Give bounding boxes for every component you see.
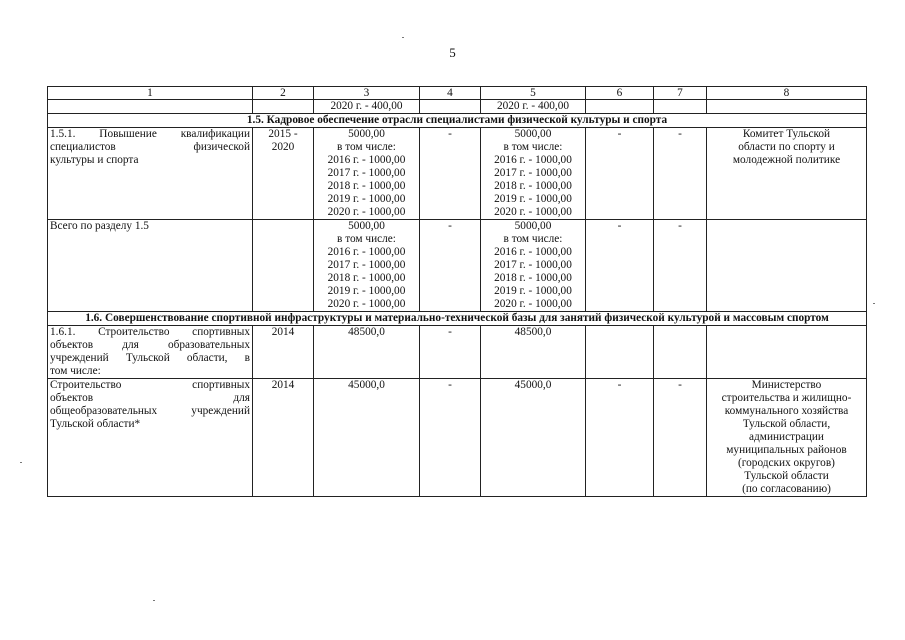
total-amount-1-5-1	[314, 128, 420, 220]
activity-name-line: общеобразовательных учреждений	[50, 405, 250, 417]
header-col-7: 7	[654, 87, 707, 100]
section-row-1-5	[48, 114, 867, 128]
executor-line: Комитет Тульской	[742, 128, 831, 140]
activity-name-1-5-1	[48, 128, 253, 220]
cell-empty	[586, 326, 654, 379]
amount-line: в том числе:	[337, 141, 396, 153]
executor-line: Тульской области,	[742, 418, 831, 430]
executor-sub	[707, 379, 867, 497]
header-col-6: 6	[586, 87, 654, 100]
period-line: 2015 -	[268, 128, 298, 140]
header-col-5: 5	[481, 87, 586, 100]
executor-line: области по спорту и	[738, 141, 835, 153]
budget-amount-1-5-1	[481, 128, 586, 220]
activity-name-line: том числе:	[50, 365, 101, 377]
executor-line: муниципальных районов	[726, 444, 847, 456]
table-row-1-6-1-sub	[48, 379, 867, 497]
cell-empty	[586, 100, 654, 114]
amount-line: в том числе:	[503, 141, 563, 153]
header-col-1: 1	[48, 87, 253, 100]
cell-empty	[654, 326, 707, 379]
amount-line: 2019 г. - 1000,00	[327, 285, 406, 297]
col4-1-5-1: -	[420, 128, 481, 220]
amount-line: 2018 г. - 1000,00	[327, 272, 406, 284]
cont-col5: 2020 г. - 400,00	[481, 100, 586, 114]
total-amount-1-6-1: 48500,0	[314, 326, 420, 379]
scan-speck	[873, 303, 875, 304]
activity-name-line: 1.5.1. Повышение квалификации	[50, 128, 250, 140]
activity-name-line: Строительство спортивных	[50, 379, 250, 391]
period-1-5-1	[253, 128, 314, 220]
amount-line: в том числе:	[503, 233, 563, 245]
col4-1-6-1: -	[420, 326, 481, 379]
executor-line: (по согласованию)	[742, 483, 831, 495]
table-row-1-5-1	[48, 128, 867, 220]
amount-line: 2018 г. - 1000,00	[494, 272, 572, 284]
total-amount-section-1-5	[314, 220, 420, 312]
table-row-total-1-5	[48, 220, 867, 312]
amount-line: 2016 г. - 1000,00	[494, 246, 572, 258]
program-activities-table	[47, 86, 867, 497]
total-label-1-5: Всего по разделу 1.5	[48, 220, 253, 312]
cell-empty	[253, 100, 314, 114]
section-title-1-6: 1.6. Совершенствование спортивной инфраструктуры и материально-технической базы для занятий физической культурой и массовым спортом	[48, 312, 867, 326]
budget-amount-section-1-5	[481, 220, 586, 312]
cell-empty	[420, 100, 481, 114]
executor-line: молодежной политике	[732, 154, 841, 166]
amount-line: 2018 г. - 1000,00	[494, 180, 572, 192]
amount-line: 2019 г. - 1000,00	[494, 193, 572, 205]
amount-line: 2016 г. - 1000,00	[327, 246, 406, 258]
header-col-2: 2	[253, 87, 314, 100]
cell-empty	[707, 220, 867, 312]
period-sub: 2014	[253, 379, 314, 497]
cell-empty	[48, 100, 253, 114]
executor-line: Министерство	[751, 379, 822, 391]
cont-col3: 2020 г. - 400,00	[314, 100, 420, 114]
executor-line: строительства и жилищно-	[721, 392, 852, 404]
executor-1-5-1	[707, 128, 867, 220]
cell-empty	[707, 100, 867, 114]
col7-total-1-5: -	[654, 220, 707, 312]
activity-name-line: объектов для	[50, 392, 250, 404]
amount-line: в том числе:	[337, 233, 396, 245]
budget-amount-sub: 45000,0	[481, 379, 586, 497]
section-title-1-5: 1.5. Кадровое обеспечение отрасли специалистами физической культуры и спорта	[48, 114, 867, 128]
amount-line: 5000,00	[348, 220, 385, 232]
amount-line: 2019 г. - 1000,00	[327, 193, 406, 205]
col4-total-1-5: -	[420, 220, 481, 312]
period-line: 2020	[271, 141, 295, 153]
executor-line: Тульской области	[744, 470, 829, 482]
amount-line: 2017 г. - 1000,00	[327, 167, 406, 179]
executor-line: коммунального хозяйства	[724, 405, 849, 417]
scan-speck	[20, 462, 22, 463]
col7-1-5-1: -	[654, 128, 707, 220]
amount-line: 2016 г. - 1000,00	[494, 154, 572, 166]
page-number: 5	[449, 45, 456, 60]
amount-line: 2016 г. - 1000,00	[327, 154, 406, 166]
amount-line: 2020 г. - 1000,00	[494, 298, 572, 310]
col4-sub: -	[420, 379, 481, 497]
header-col-8: 8	[707, 87, 867, 100]
table-row-continuation	[48, 100, 867, 114]
scan-speck	[153, 600, 155, 601]
total-amount-sub: 45000,0	[314, 379, 420, 497]
activity-name-1-6-1	[48, 326, 253, 379]
amount-line: 2017 г. - 1000,00	[494, 259, 572, 271]
col7-sub: -	[654, 379, 707, 497]
executor-line: (городских округов)	[738, 457, 835, 469]
activity-name-line: специалистов физической	[50, 141, 250, 153]
amount-line: 2020 г. - 1000,00	[327, 298, 406, 310]
cell-empty	[707, 326, 867, 379]
period-1-6-1: 2014	[253, 326, 314, 379]
scan-speck	[402, 37, 404, 38]
amount-line: 5000,00	[514, 220, 552, 232]
table-header-row	[48, 87, 867, 100]
amount-line: 2018 г. - 1000,00	[327, 180, 406, 192]
cell-empty	[253, 220, 314, 312]
amount-line: 2020 г. - 1000,00	[327, 206, 406, 218]
activity-name-line: учреждений Тульской области, в	[50, 352, 250, 364]
activity-name-line: культуры и спорта	[50, 154, 139, 166]
amount-line: 2017 г. - 1000,00	[494, 167, 572, 179]
col6-total-1-5: -	[586, 220, 654, 312]
executor-line: администрации	[749, 431, 824, 443]
amount-line: 2017 г. - 1000,00	[327, 259, 406, 271]
col6-sub: -	[586, 379, 654, 497]
amount-line: 2019 г. - 1000,00	[494, 285, 572, 297]
budget-amount-1-6-1: 48500,0	[481, 326, 586, 379]
amount-line: 5000,00	[514, 128, 552, 140]
cell-empty	[654, 100, 707, 114]
section-row-1-6	[48, 312, 867, 326]
col6-1-5-1: -	[586, 128, 654, 220]
table-row-1-6-1	[48, 326, 867, 379]
amount-line: 5000,00	[348, 128, 385, 140]
header-col-3: 3	[314, 87, 420, 100]
activity-name-line: объектов для образовательных	[50, 339, 250, 351]
activity-name-line: Тульской области*	[50, 418, 141, 430]
amount-line: 2020 г. - 1000,00	[494, 206, 572, 218]
activity-name-line: 1.6.1. Строительство спортивных	[50, 326, 250, 338]
activity-name-sub	[48, 379, 253, 497]
header-col-4: 4	[420, 87, 481, 100]
